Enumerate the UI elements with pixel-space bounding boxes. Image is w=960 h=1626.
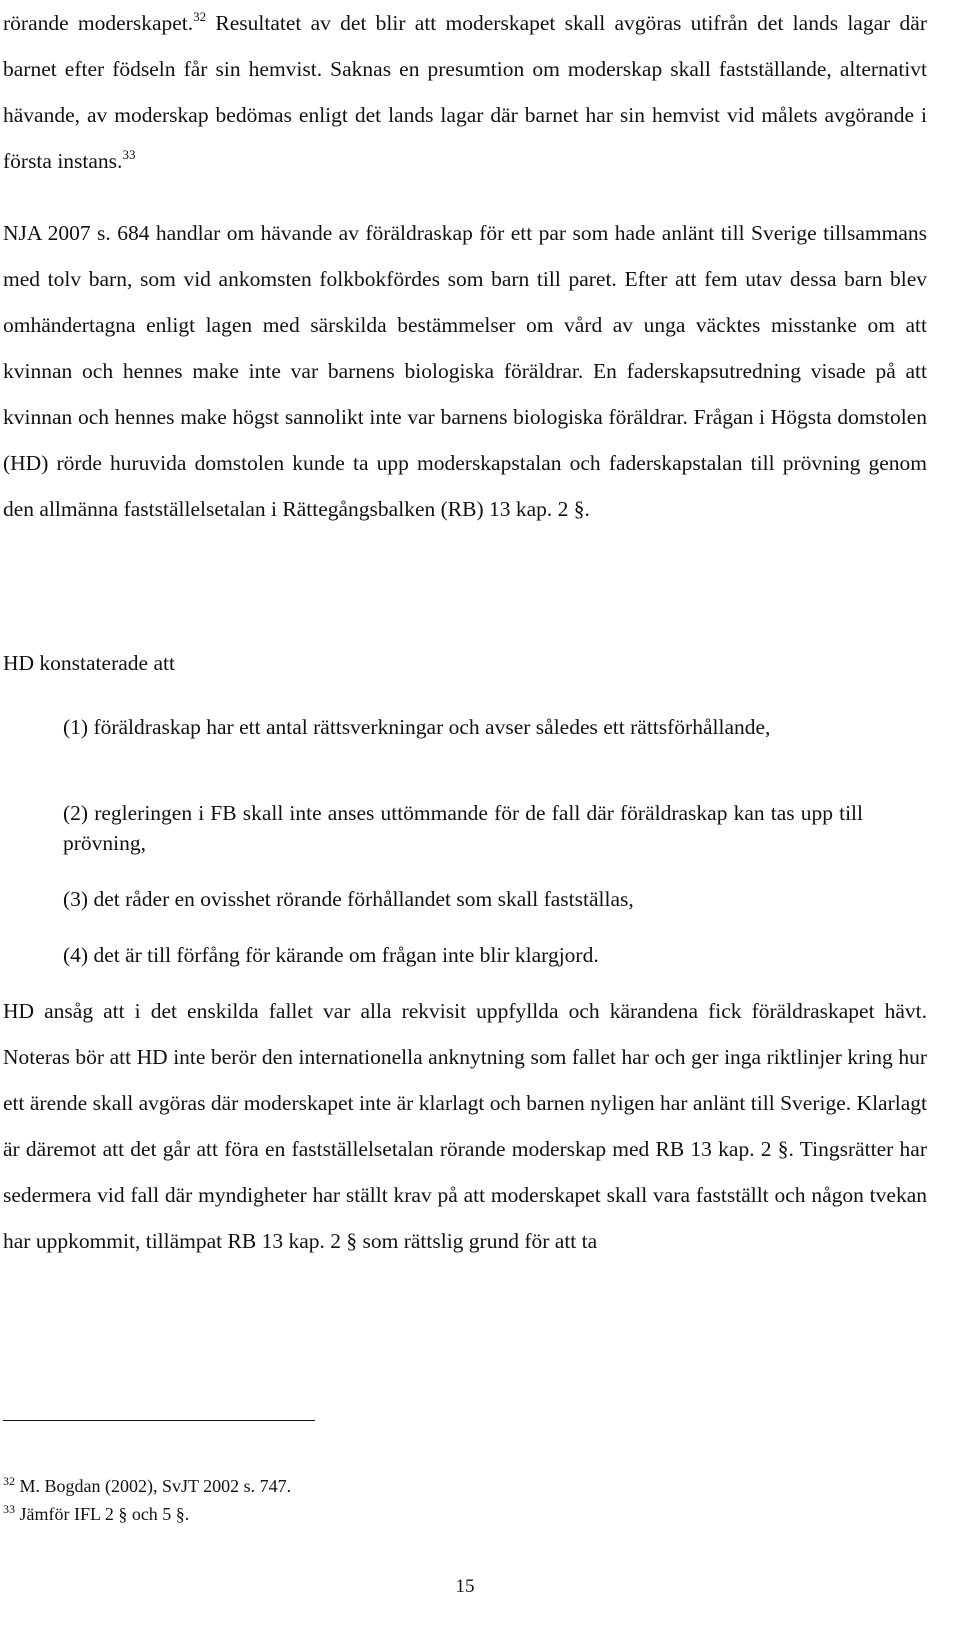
footnotes (3, 1472, 903, 1528)
list-item: (4) det är till förfång för kärande om frågan inte blir klargjord. (63, 943, 599, 967)
paragraph-1 (3, 0, 927, 184)
footnote-ref-33: 33 (122, 147, 136, 162)
page-number: 15 (455, 1576, 475, 1597)
footnote-number: 33 (3, 1502, 15, 1516)
paragraph-3: HD konstaterade att (3, 651, 175, 675)
footnote-text: M. Bogdan (2002), SvJT 2002 s. 747. (15, 1476, 292, 1496)
paragraph-1-text-b: Resultatet av det blir att moderskapet skall avgöras utifrån det lands lagar där barnet efter födseln får sin hemvist. Saknas en presumtion om moderskap skall fastställande, alternativt hävande, av moderskap bedömas enligt det lands lagar där barnet har sin hemvist vid målets avgörande i första instans. (3, 11, 927, 173)
list-item: (2) regleringen i FB skall inte anses uttömmande för de fall där föräldraskap kan tas upp till prövning, (63, 801, 863, 855)
footnote-separator (3, 1420, 315, 1421)
footnote-ref-32: 32 (193, 9, 207, 24)
paragraph-4: HD ansåg att i det enskilda fallet var alla rekvisit uppfyllda och kärandena fick föräldraskapet hävt. Noteras bör att HD inte berör den internationella anknytning som fallet har och ger inga riktlinjer kring hur ett ärende skall avgöras där moderskapet inte är klarlagt och barnen nyligen har anlänt till Sverige. Klarlagt är däremot att det går att föra en fastställelsetalan rörande moderskap med RB 13 kap. 2 §. Tingsrätter har sedermera vid fall där myndigheter har ställt krav på att moderskapet skall vara fastställt och någon tvekan har uppkommit, tillämpat RB 13 kap. 2 § som rättslig grund för att ta (3, 999, 927, 1253)
list-item: (1) föräldraskap har ett antal rättsverkningar och avser således ett rättsförhållande, (63, 715, 771, 739)
footnote-32 (3, 1472, 903, 1500)
footnote-33 (3, 1500, 903, 1528)
paragraph-2: NJA 2007 s. 684 handlar om hävande av föräldraskap för ett par som hade anlänt till Sverige tillsammans med tolv barn, som vid ankomsten folkbokfördes som barn till paret. Efter att fem utav dessa barn blev omhändertagna enligt lagen med särskilda bestämmelser om vård av unga väcktes misstanke om att kvinnan och hennes make inte var barnens biologiska föräldrar. En faderskapsutredning visade på att kvinnan och hennes make högst sannolikt inte var barnens biologiska föräldrar. Frågan i Högsta domstolen (HD) rörde huruvida domstolen kunde ta upp moderskapstalan och faderskapstalan till prövning genom den allmänna fastställelsetalan i Rättegångsbalken (RB) 13 kap. 2 §. (3, 221, 927, 521)
footnote-text: Jämför IFL 2 § och 5 §. (15, 1504, 190, 1524)
paragraph-1-text-a: rörande moderskapet. (3, 11, 194, 35)
list-item: (3) det råder en ovisshet rörande förhållandet som skall fastställas, (63, 887, 634, 911)
footnote-number: 32 (3, 1474, 15, 1488)
